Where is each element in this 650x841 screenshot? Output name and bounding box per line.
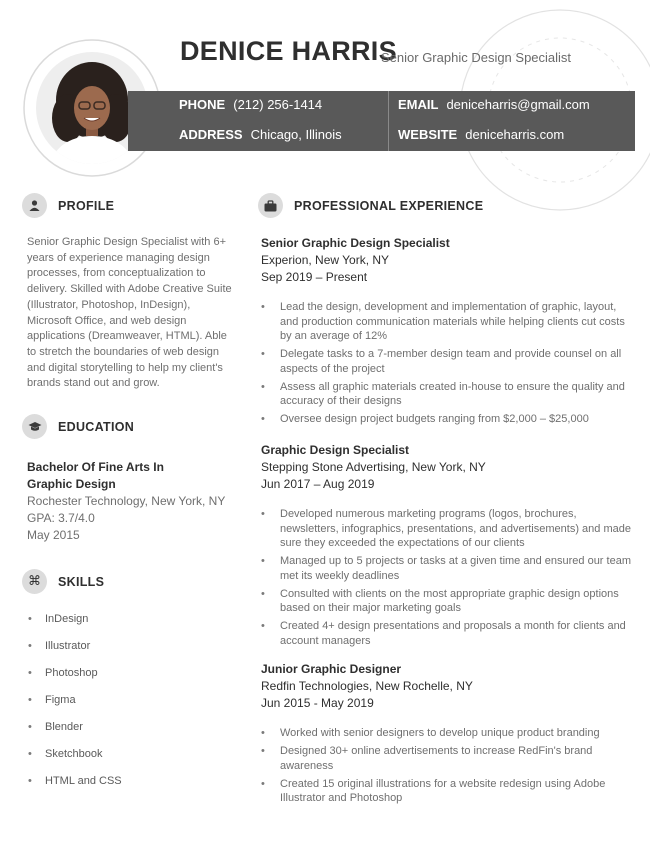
briefcase-icon [258,193,283,218]
skills-list [28,612,122,801]
job-dates: Sep 2019 – Present [261,270,368,284]
experience-section-header [258,193,483,218]
phone-value: (212) 256-1414 [233,97,323,112]
job-title: Junior Graphic Designer [261,662,402,676]
skills-section-header [22,569,104,594]
website-value[interactable]: deniceharris.com [465,127,565,142]
address-value: Chicago, Illinois [250,127,342,142]
job-bullets [261,726,631,806]
command-icon: ⌘ [22,569,47,594]
profile-heading: PROFILE [58,198,115,213]
profile-section-header [22,193,114,218]
list-item: • InDesign [28,612,122,639]
school: Rochester Technology, New York, NY [27,494,226,508]
candidate-title: Senior Graphic Design Specialist [381,50,572,65]
list-item: • HTML and CSS [28,774,122,801]
job-dates: Jun 2015 - May 2019 [261,696,374,710]
candidate-name: DENICE HARRIS [180,36,397,66]
email-value[interactable]: deniceharris@gmail.com [446,97,590,112]
degree-line-1: Bachelor Of Fine Arts In [27,460,164,474]
list-item: • Designed 30+ online advertisements to increase RedFin's brand awareness [261,744,631,773]
email-label: EMAIL [398,97,439,112]
list-item: • Created 4+ design presentations and proposals a month for clients and account managers [261,619,631,648]
list-item: • Managed up to 5 projects or tasks at a given time and ensured our team met its weekly deadlines [261,554,631,583]
address-label: ADDRESS [179,127,243,142]
job-dates: Jun 2017 – Aug 2019 [261,477,375,491]
contact-divider [388,91,389,151]
list-item: • Delegate tasks to a 7-member design team and provide counsel on all aspects of the project [261,347,631,376]
job-entry-1 [261,235,631,430]
skills-heading: SKILLS [58,574,105,589]
list-item: • Consulted with clients on the most appropriate graphic design options based on their major marketing goals [261,587,631,616]
list-item: • Created 15 original illustrations for a website redesign using Adobe Illustrator and Photoshop [261,777,631,806]
education-heading: EDUCATION [58,419,135,434]
profile-summary: Senior Graphic Design Specialist with 6+ years of experience managing design processes, from conceptualization to delivery. Skilled with Adobe Creative Suite (Illustrator, Photoshop, InDesign), Microsoft Office, and web design applications (Dreamweaver, HTML). Able to stretch the boundaries of web design and digital storytelling to help my client's brands stand out and grow. [27,236,232,390]
job-entry-2 [261,442,631,652]
degree-line-2: Graphic Design [27,477,116,491]
address-item [179,127,342,142]
list-item: • Assess all graphic materials created in-house to ensure the quality and accuracy of their designs [261,380,631,409]
job-company: Stepping Stone Advertising, New York, NY [261,460,486,474]
website-label: WEBSITE [398,127,458,142]
list-item: • Oversee design project budgets ranging from $2,000 – $25,000 [261,412,631,427]
list-item: • Developed numerous marketing programs (logos, brochures, newsletters, infographics, presentations, and advertisements) and made sure they exceeded the expectations of our clients [261,507,631,551]
list-item: • Figma [28,693,122,720]
job-entry-3 [261,661,631,809]
website-item [398,127,564,142]
person-icon [22,193,47,218]
experience-heading: PROFESSIONAL EXPERIENCE [294,198,484,213]
list-item: • Blender [28,720,122,747]
job-company: Redfin Technologies, New Rochelle, NY [261,679,473,693]
list-item: • Illustrator [28,639,122,666]
job-bullets [261,300,631,427]
job-company: Experion, New York, NY [261,253,390,267]
gpa: GPA: 3.7/4.0 [27,511,95,525]
email-item [398,97,590,112]
graduation-date: May 2015 [27,528,80,542]
education-section-header [22,414,134,439]
job-title: Senior Graphic Design Specialist [261,236,450,250]
job-title: Graphic Design Specialist [261,443,410,457]
phone-item [179,97,322,112]
list-item: • Sketchbook [28,747,122,774]
list-item: • Lead the design, development and implementation of graphic, layout, and production communication materials while helping clients cut costs by an average of 12% [261,300,631,344]
list-item: • Photoshop [28,666,122,693]
list-item: • Worked with senior designers to develop unique product branding [261,726,631,741]
education-entry [27,459,225,544]
job-bullets [261,507,631,648]
graduation-cap-icon [22,414,47,439]
phone-label: PHONE [179,97,226,112]
